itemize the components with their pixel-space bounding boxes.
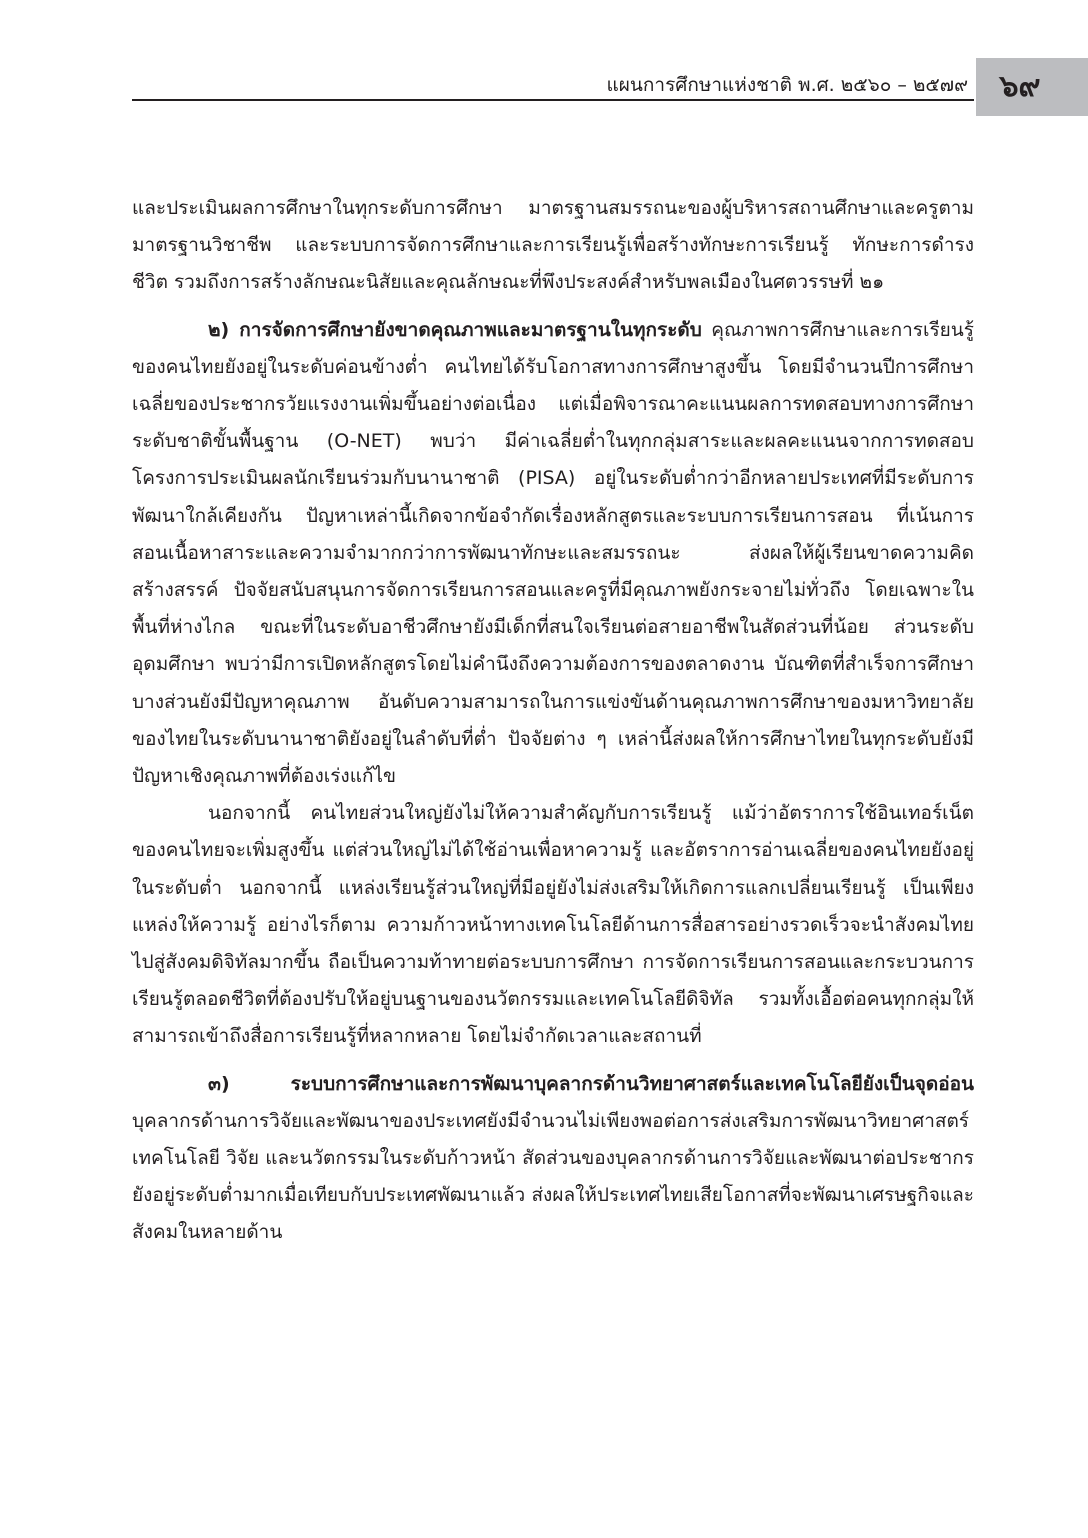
- page-number: ๖๙: [999, 69, 1041, 104]
- paragraph-item-2: [132, 312, 974, 796]
- paragraph-additional: นอกจากนี้ คนไทยส่วนใหญ่ยังไม่ให้ความสำคัญกับการเรียนรู้ แม้ว่าอัตราการใช้อินเทอร์เน็ตของคนไทยจะเพิ่มสูงขึ้น แต่ส่วนใหญ่ไม่ได้ใช้อ่านเพื่อหาความรู้ และอัตราการอ่านเฉลี่ยของคนไทยยังอยู่ในระดับต่ำ นอกจากนี้ แหล่งเรียนรู้ส่วนใหญ่ที่มีอยู่ยังไม่ส่งเสริมให้เกิดการแลกเปลี่ยนเรียนรู้ เป็นเพียงแหล่งให้ความรู้ อย่างไรก็ตาม ความก้าวหน้าทางเทคโนโลยีด้านการสื่อสารอย่างรวดเร็วจะนำสังคมไทยไปสู่สังคมดิจิทัลมากขึ้น ถือเป็นความท้าทายต่อระบบการศึกษา การจัดการเรียนการสอนและกระบวนการเรียนรู้ตลอดชีวิตที่ต้องปรับให้อยู่บนฐานของนวัตกรรมและเทคโนโลยีดิจิทัล รวมทั้งเอื้อต่อคนทุกกลุ่มให้สามารถเข้าถึงสื่อการเรียนรู้ที่หลากหลาย โดยไม่จำกัดเวลาและสถานที่: [132, 802, 974, 1048]
- running-header-title: แผนการศึกษาแห่งชาติ พ.ศ. ๒๕๖๐ – ๒๕๗๙: [606, 74, 968, 96]
- item-3-heading: ๓) ระบบการศึกษาและการพัฒนาบุคลากรด้านวิทยาศาสตร์และเทคโนโลยียังเป็นจุดอ่อน: [208, 1072, 974, 1095]
- header-rule: [132, 99, 974, 101]
- paragraph-continuation: และประเมินผลการศึกษาในทุกระดับการศึกษา มาตรฐานสมรรถนะของผู้บริหารสถานศึกษาและครูตามมาตรฐานวิชาชีพ และระบบการจัดการศึกษาและการเรียนรู้เพื่อสร้างทักษะการเรียนรู้ ทักษะการดำรงชีวิต รวมถึงการสร้างลักษณะนิสัยและคุณลักษณะที่พึงประสงค์สำหรับพลเมืองในศตวรรษที่ ๒๑: [132, 197, 974, 294]
- item-2-text: คุณภาพการศึกษาและการเรียนรู้ของคนไทยยังอยู่ในระดับค่อนข้างต่ำ คนไทยได้รับโอกาสทางการศึกษาสูงขึ้น โดยมีจำนวนปีการศึกษาเฉลี่ยของประชากรวัยแรงงานเพิ่มขึ้นอย่างต่อเนื่อง แต่เมื่อพิจารณาคะแนนผลการทดสอบทางการศึกษาระดับชาติขั้นพื้นฐาน (O-NET) พบว่า มีค่าเฉลี่ยต่ำในทุกกลุ่มสาระและผลคะแนนจากการทดสอบโครงการประเมินผลนักเรียนร่วมกับนานาชาติ (PISA) อยู่ในระดับต่ำกว่าอีกหลายประเทศที่มีระดับการพัฒนาใกล้เคียงกัน ปัญหาเหล่านี้เกิดจากข้อจำกัดเรื่องหลักสูตรและระบบการเรียนการสอน ที่เน้นการสอนเนื้อหาสาระและความจำมากกว่าการพัฒนาทักษะและสมรรถนะ ส่งผลให้ผู้เรียนขาดความคิดสร้างสรรค์ ปัจจัยสนับสนุนการจัดการเรียนการสอนและครูที่มีคุณภาพยังกระจายไม่ทั่วถึง โดยเฉพาะในพื้นที่ห่างไกล ขณะที่ในระดับอาชีวศึกษายังมีเด็กที่สนใจเรียนต่อสายอาชีพในสัดส่วนที่น้อย ส่วนระดับอุดมศึกษา พบว่ามีการเปิดหลักสูตรโดยไม่คำนึงถึงความต้องการของตลาดงาน บัณฑิตที่สำเร็จการศึกษาบางส่วนยังมีปัญหาคุณภาพ อันดับความสามารถในการแข่งขันด้านคุณภาพการศึกษาของมหาวิทยาลัยของไทยในระดับนานาชาติยังอยู่ในลำดับที่ต่ำ ปัจจัยต่าง ๆ เหล่านี้ส่งผลให้การศึกษาไทยในทุกระดับยังมีปัญหาเชิงคุณภาพที่ต้องเร่งแก้ไข: [132, 318, 974, 788]
- page-body: [132, 190, 974, 1252]
- paragraph-item-3: [132, 1066, 974, 1252]
- item-2-heading: ๒) การจัดการศึกษายังขาดคุณภาพและมาตรฐานในทุกระดับ: [208, 318, 702, 341]
- page-number-tab: [976, 58, 1088, 116]
- item-3-text: บุคลากรด้านการวิจัยและพัฒนาของประเทศยังมีจำนวนไม่เพียงพอต่อการส่งเสริมการพัฒนาวิทยาศาสตร์ เทคโนโลยี วิจัย และนวัตกรรมในระดับก้าวหน้า สัดส่วนของบุคลากรด้านการวิจัยและพัฒนาต่อประชากรยังอยู่ระดับต่ำมากเมื่อเทียบกับประเทศพัฒนาแล้ว ส่งผลให้ประเทศไทยเสียโอกาสที่จะพัฒนาเศรษฐกิจและสังคมในหลายด้าน: [132, 1109, 974, 1244]
